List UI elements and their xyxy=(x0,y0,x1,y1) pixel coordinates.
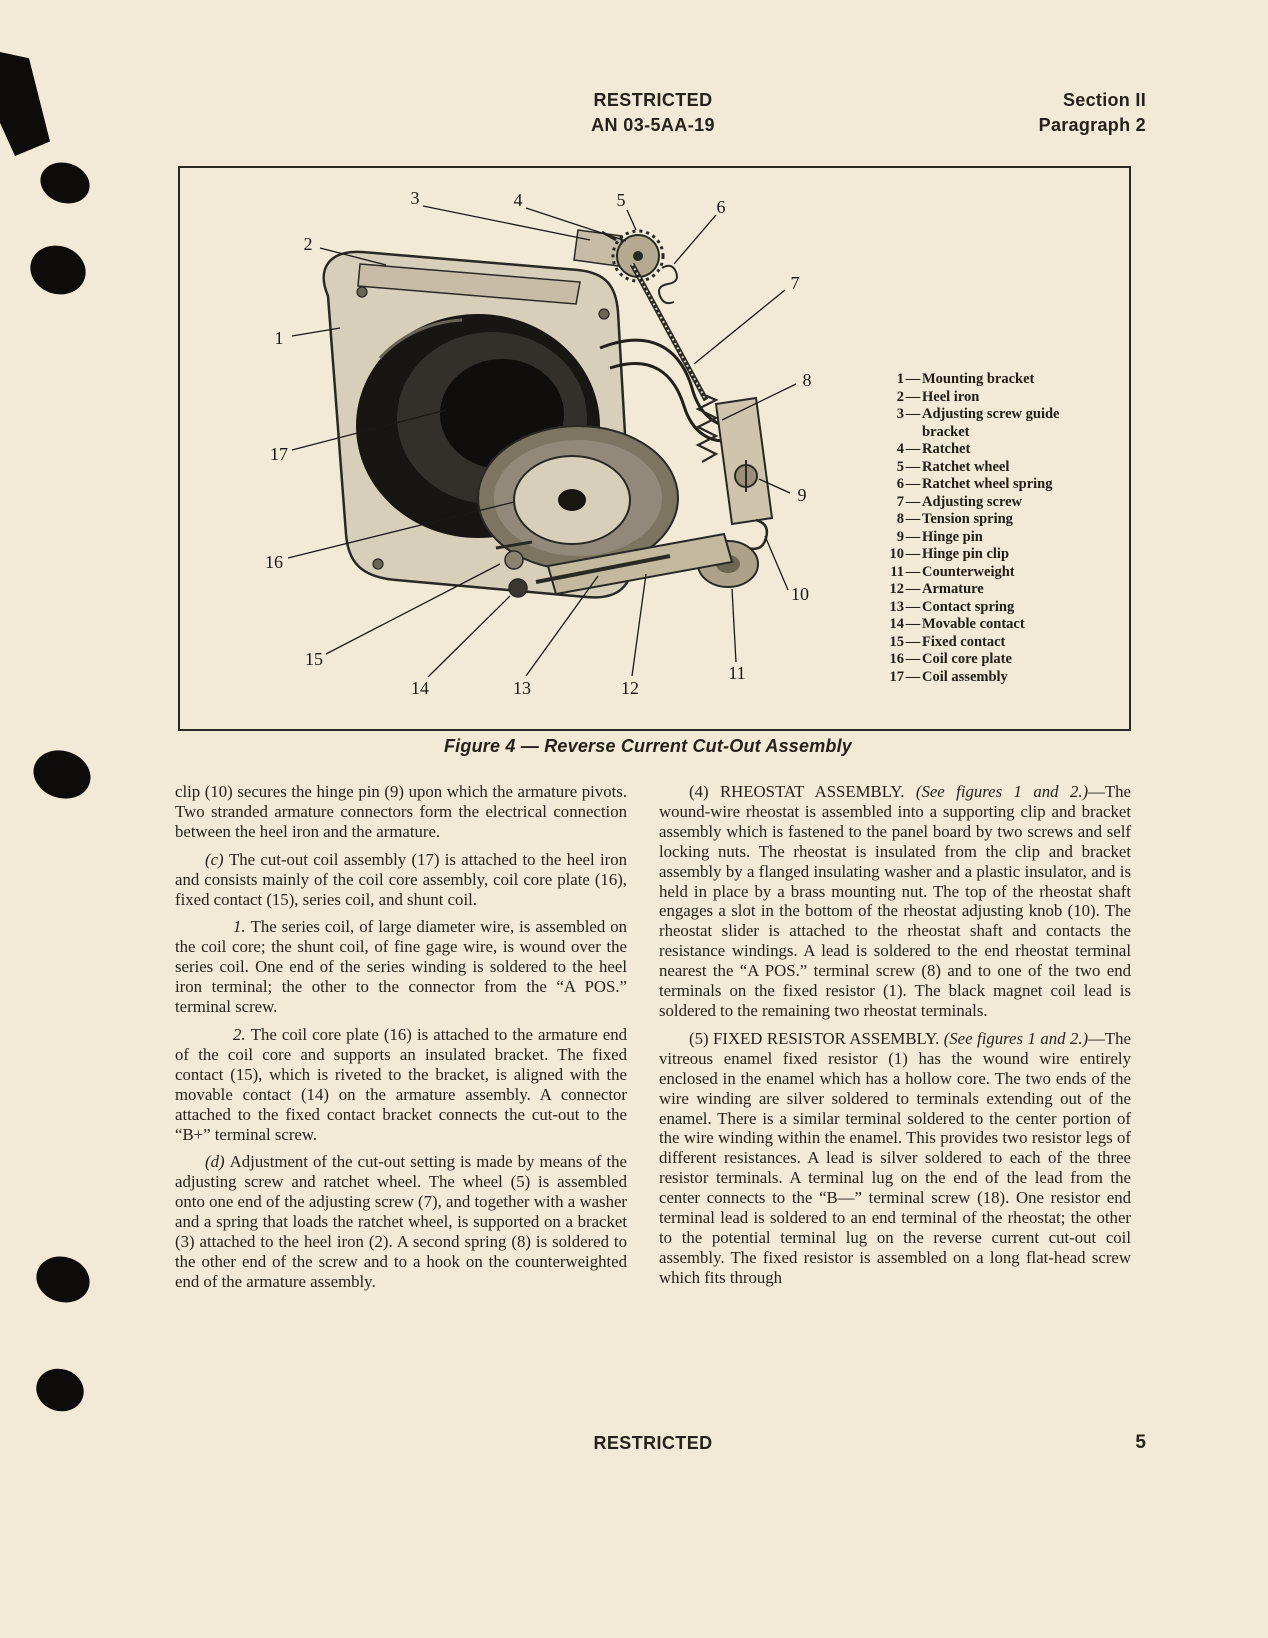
left-column xyxy=(175,782,627,1300)
legend-label: Fixed contact xyxy=(922,633,1006,650)
legend-item xyxy=(880,494,1108,512)
legend-dash: — xyxy=(905,458,921,475)
figure-callout-13: 13 xyxy=(513,678,531,698)
legend-dash: — xyxy=(905,668,921,685)
legend-dash: — xyxy=(905,651,921,667)
body-paragraph xyxy=(659,1029,1131,1288)
text-segment: (5) FIXED RESISTOR ASSEMBLY. xyxy=(689,1028,944,1048)
text-segment: (4) RHEOSTAT ASSEMBLY. xyxy=(689,782,916,801)
text-segment: —The wound-wire rheostat is assembled into a supporting clip and bracket assembly which is fastened to the panel board by two screws and self locking nuts. The rheostat is insulated from the clip and bracket assembly by a flanged insulating washer and a plastic insulator, and is held in place by a brass mounting nut. The top of the rheostat shaft engages a slot in the bottom of the rheostat adjusting knob (10). The rheostat slider is attached to the rheostat shaft and contacts the resistance windings. A lead is soldered to the end rheostat terminal nearest the “A POS.” terminal screw (8) and to one of the two end terminals on the fixed resistor (1). The black magnet coil lead is soldered to the remaining two rheostat terminals. xyxy=(659,782,1131,1020)
figure-callout-8: 8 xyxy=(802,370,812,390)
legend-label: Hinge pin clip xyxy=(922,546,1010,562)
text-segment: The coil core plate (16) is attached to the armature end of the coil core and supports an insulated bracket. The fixed contact (15), which is riveted to the bracket, is aligned with the movable contact (14) on the armature assembly. A connector attached to the fixed contact bracket connects the cut-out to the “B+” terminal screw. xyxy=(175,1024,628,1144)
text-segment: (c) xyxy=(205,849,229,869)
legend-label: Ratchet wheel xyxy=(922,458,1010,475)
legend-item xyxy=(880,616,1108,634)
figure-callout-6: 6 xyxy=(716,197,726,217)
legend-label: Adjusting screw guide bracket xyxy=(922,406,1060,440)
legend-dash: — xyxy=(905,371,921,387)
legend-label: Tension spring xyxy=(922,511,1013,527)
legend-item xyxy=(880,441,1108,459)
figure-callout-5: 5 xyxy=(616,190,626,210)
figure-callout-1: 1 xyxy=(274,328,284,348)
legend-dash: — xyxy=(905,563,921,580)
figure-4-panel xyxy=(178,166,1131,731)
legend-label: Ratchet wheel spring xyxy=(922,476,1053,492)
ratchet-hub xyxy=(633,251,643,261)
legend-item xyxy=(880,651,1108,669)
scan-mark xyxy=(35,156,95,209)
fixed-contact-shape xyxy=(505,551,523,569)
figure-callout-7: 7 xyxy=(790,273,800,293)
legend-label: Coil assembly xyxy=(922,668,1008,685)
body-paragraph xyxy=(659,782,1131,1021)
scan-mark xyxy=(31,1363,90,1418)
legend-num: 12 xyxy=(889,581,904,597)
legend-dash: — xyxy=(905,616,921,632)
legend-item xyxy=(880,511,1108,529)
legend-item xyxy=(880,406,1108,441)
figure-caption: Figure 4 — Reverse Current Cut-Out Assembly xyxy=(443,736,853,756)
figure-callout-16: 16 xyxy=(265,552,283,572)
figure-callout-10: 10 xyxy=(791,584,809,604)
legend-num: 15 xyxy=(889,633,904,650)
legend-dash: — xyxy=(905,511,921,527)
header-right xyxy=(920,88,1146,138)
legend-num: 2 xyxy=(896,388,904,405)
figure-callout-14: 14 xyxy=(411,678,429,698)
legend-label: Ratchet xyxy=(922,441,971,457)
header-center xyxy=(591,88,715,138)
legend-item xyxy=(880,389,1108,407)
hinge-support-shape xyxy=(716,398,772,524)
legend-item xyxy=(880,476,1108,494)
legend-item xyxy=(880,459,1108,477)
legend-dash: — xyxy=(905,406,921,422)
core-plate-hub xyxy=(558,489,586,511)
figure-legend xyxy=(880,371,1108,686)
legend-dash: — xyxy=(905,388,921,405)
legend-item xyxy=(880,599,1108,617)
scan-mark xyxy=(30,1250,95,1309)
hinge-pin-clip-shape xyxy=(748,520,767,549)
text-segment: —The vitreous enamel fixed resistor (1) has the wound wire entirely enclosed in the enamel which has a hollow core. The two ends of the wire winding are silver soldered to terminals extending out of the enamel. There is a similar terminal soldered to the center portion of the wire winding within the enamel. This provides two resistor legs of different resistances. A lead is silver soldered to each of the three resistor terminals. A terminal lug on the end of the lead from the center connects to the “B—” terminal screw (18). One resistor end terminal lead is soldered to an end terminal of the rheostat; the other to the potential terminal lug on the reverse current cut-out coil assembly. The fixed resistor is assembled on a long flat-head screw which fits through xyxy=(659,1028,1131,1287)
figure-callout-3: 3 xyxy=(410,188,420,208)
text-segment: The series coil, of large diameter wire, is assembled on the coil core; the shunt coil, of fine gage wire, is wound over the series coil. One end of the series winding is soldered to the heel iron terminal; the other to the connector from the “A POS.” terminal screw. xyxy=(175,917,627,1017)
legend-label: Armature xyxy=(922,581,984,597)
figure-callout-11: 11 xyxy=(728,663,746,683)
legend-num: 17 xyxy=(889,668,904,685)
tension-spring-shape xyxy=(698,394,716,462)
text-segment: (See figures 1 and 2.) xyxy=(915,782,1089,801)
cutout-assembly-drawing xyxy=(324,230,772,597)
legend-num: 16 xyxy=(889,651,904,667)
figure-callout-4: 4 xyxy=(513,190,523,210)
legend-dash: — xyxy=(905,546,921,562)
legend-num: 3 xyxy=(896,406,904,422)
legend-item xyxy=(880,634,1108,652)
body-paragraph xyxy=(175,917,627,1017)
text-segment: clip (10) secures the hinge pin (9) upon which the armature pivots. Two stranded armature connectors form the electrical connection between the heel iron and the armature. xyxy=(175,782,627,841)
legend-num: 8 xyxy=(896,511,904,527)
legend-dash: — xyxy=(905,441,921,457)
body-paragraph xyxy=(175,1025,627,1144)
legend-item xyxy=(880,371,1108,389)
section-label: Section II xyxy=(1062,90,1146,110)
legend-label: Counterweight xyxy=(922,563,1015,580)
legend-label: Contact spring xyxy=(922,598,1015,615)
legend-dash: — xyxy=(905,493,921,510)
text-segment: 2. xyxy=(233,1024,251,1044)
text-segment: Adjustment of the cut-out setting is made by means of the adjusting screw and ratchet wheel. The wheel (5) is assembled onto one end of the adjusting screw (7), and together with a washer and a spring that loads the ratchet wheel, is supported on a bracket (3) attached to the heel iron (2). A second spring (8) is soldered to the other end of the screw and to a hook on the counterweighted end of the armature assembly. xyxy=(175,1152,627,1291)
paragraph-label: Paragraph 2 xyxy=(1038,115,1146,135)
figure-callout-17: 17 xyxy=(270,444,288,464)
document-number: AN 03-5AA-19 xyxy=(591,115,715,135)
legend-dash: — xyxy=(905,598,921,615)
legend-label: Adjusting screw xyxy=(922,493,1023,510)
text-segment: (d) xyxy=(205,1152,230,1172)
legend-item xyxy=(880,669,1108,687)
legend-item xyxy=(880,564,1108,582)
scan-mark xyxy=(24,239,92,302)
scan-mark xyxy=(0,52,50,156)
legend-label: Mounting bracket xyxy=(922,371,1035,387)
body-paragraph xyxy=(175,782,627,842)
legend-dash: — xyxy=(905,581,921,597)
body-paragraph xyxy=(175,1152,627,1291)
legend-num: 10 xyxy=(889,546,904,562)
legend-item xyxy=(880,529,1108,547)
legend-num: 1 xyxy=(896,371,904,387)
legend-item xyxy=(880,581,1108,599)
figure-callout-15: 15 xyxy=(305,649,323,669)
legend-label: Heel iron xyxy=(922,388,980,405)
legend-num: 4 xyxy=(896,441,904,457)
right-column xyxy=(659,782,1131,1296)
text-segment: (See figures 1 and 2.) xyxy=(943,1028,1089,1048)
figure-callout-2: 2 xyxy=(303,234,313,254)
page-number: 5 xyxy=(1135,1432,1146,1453)
legend-item xyxy=(880,546,1108,564)
legend-num: 13 xyxy=(889,598,904,615)
legend-num: 9 xyxy=(896,528,904,545)
scan-mark xyxy=(27,743,97,806)
footer-classification: RESTRICTED xyxy=(593,1433,713,1453)
text-segment: 1. xyxy=(233,917,251,937)
body-paragraph xyxy=(175,850,627,910)
legend-num: 5 xyxy=(896,458,904,475)
ratchet-wheel-spring-shape xyxy=(659,266,677,303)
legend-dash: — xyxy=(905,633,921,650)
legend-label: Movable contact xyxy=(922,616,1025,632)
legend-dash: — xyxy=(905,476,921,492)
legend-label: Coil core plate xyxy=(922,651,1012,667)
legend-num: 7 xyxy=(896,493,904,510)
legend-label: Hinge pin xyxy=(922,528,983,545)
legend-num: 6 xyxy=(896,476,904,492)
legend-dash: — xyxy=(905,528,921,545)
legend-num: 14 xyxy=(889,616,904,632)
movable-contact-shape xyxy=(509,579,527,597)
text-segment: The cut-out coil assembly (17) is attached to the heel iron and consists mainly of the coil core assembly, coil core plate (16), fixed contact (15), series coil, and shunt coil. xyxy=(175,849,627,909)
figure-callout-12: 12 xyxy=(621,678,639,698)
figure-callout-9: 9 xyxy=(797,485,807,505)
classification-banner: RESTRICTED xyxy=(593,90,713,110)
legend-num: 11 xyxy=(890,563,904,580)
